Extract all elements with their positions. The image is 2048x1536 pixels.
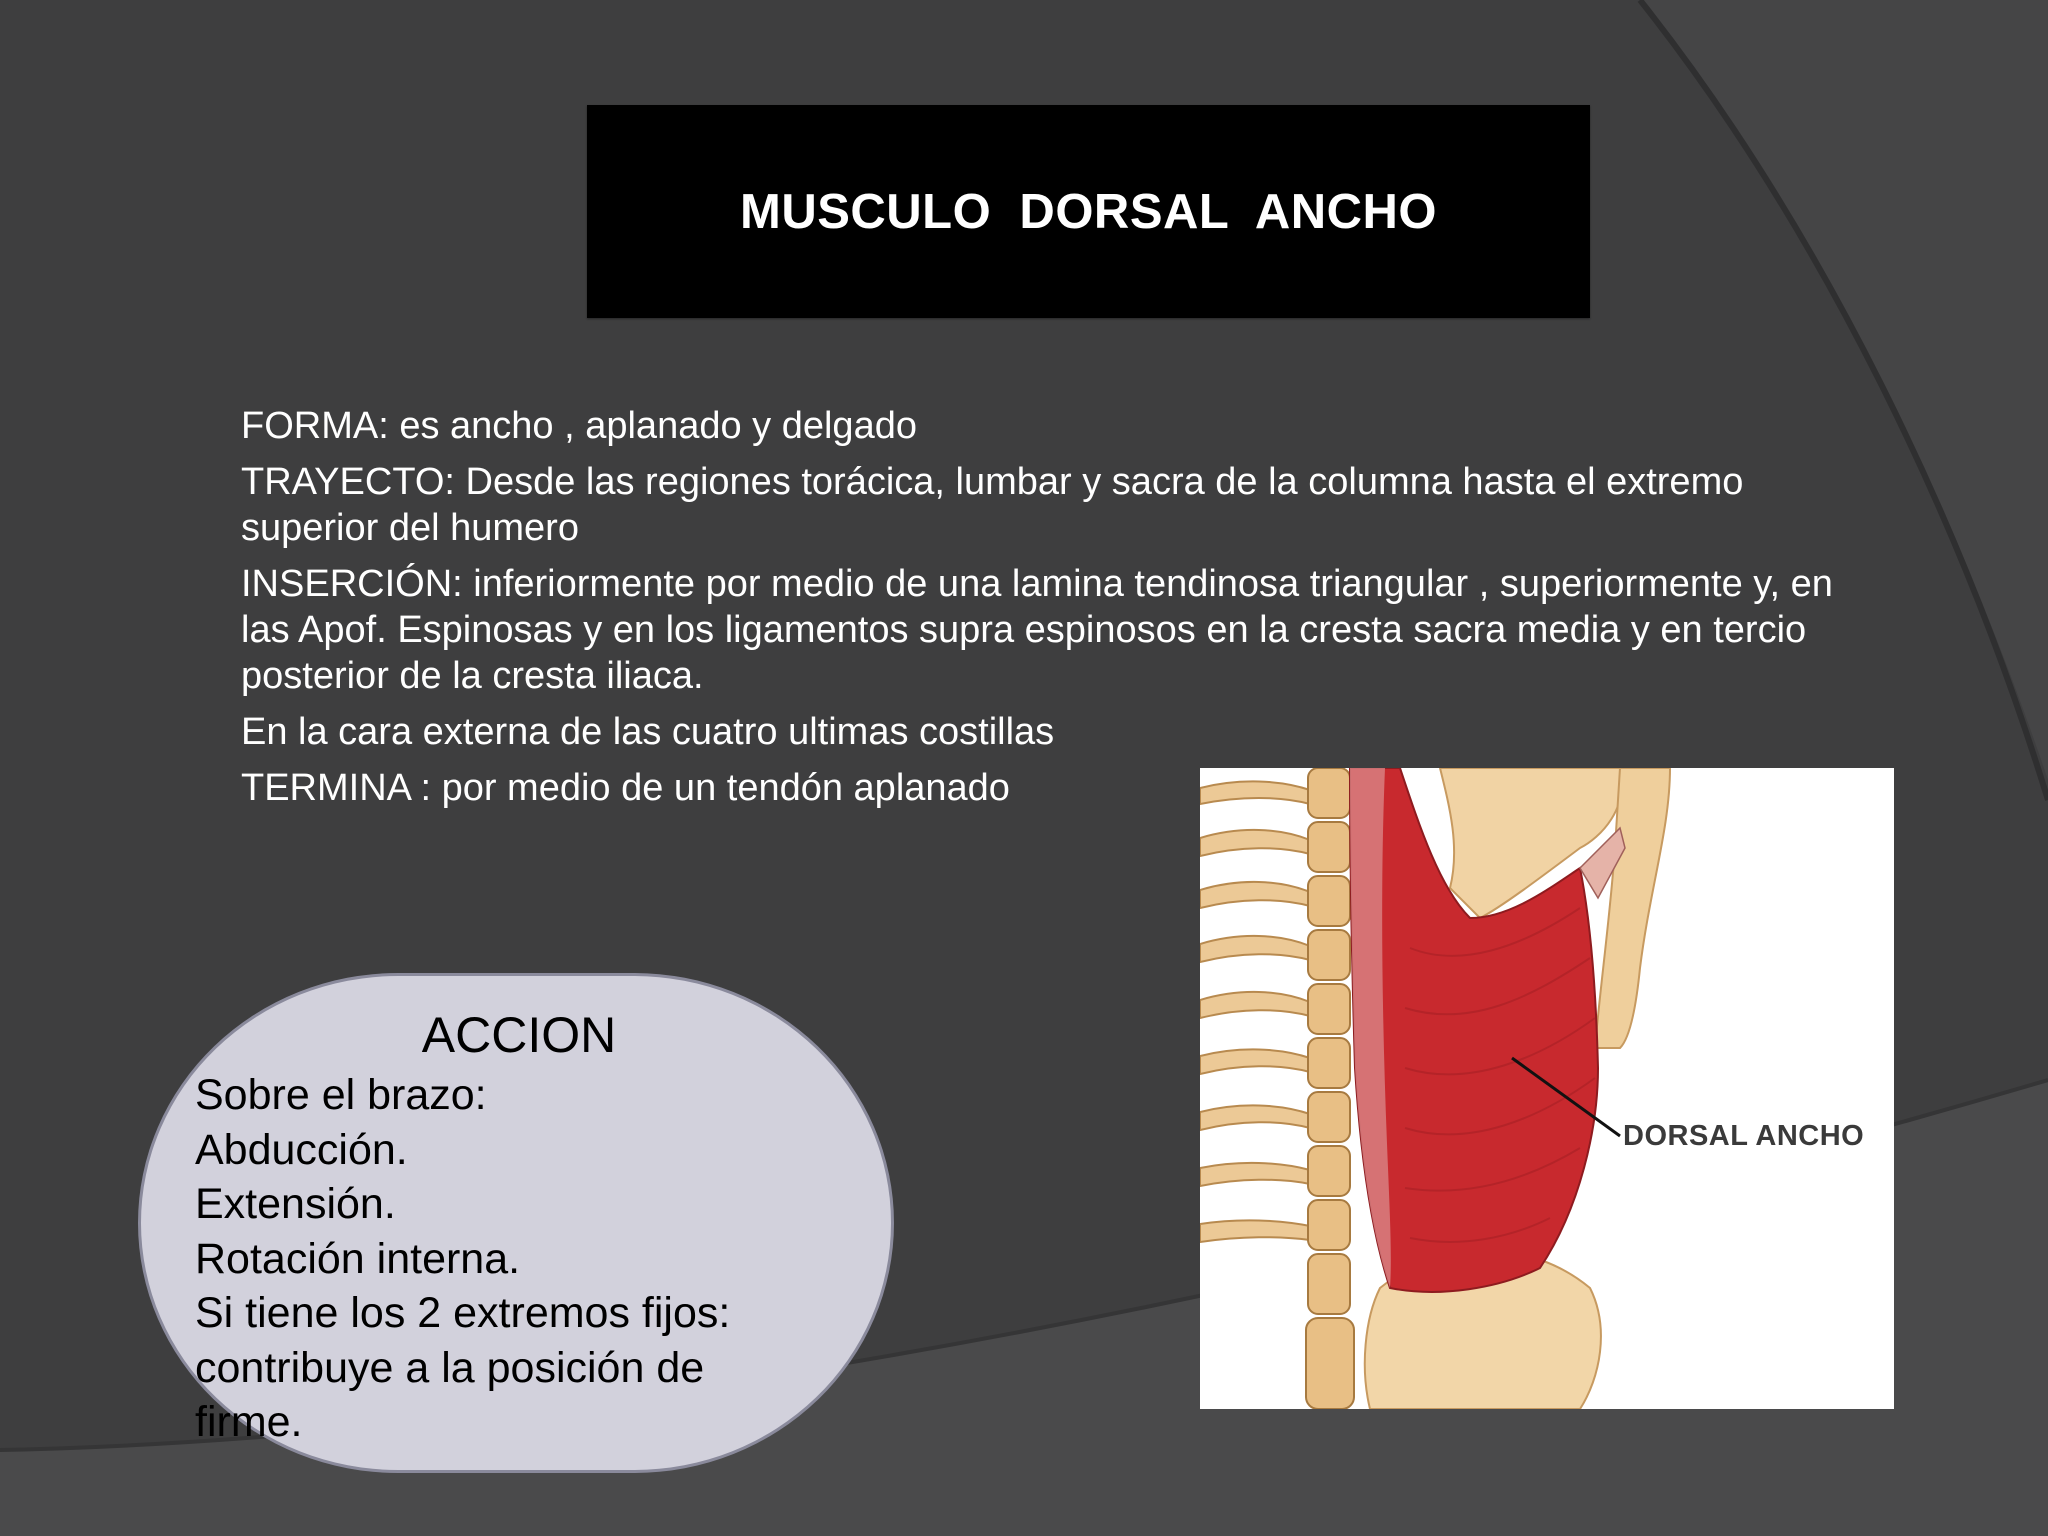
anatomy-drawing xyxy=(1200,768,1894,1409)
accion-line: Abducción. xyxy=(195,1125,408,1174)
accion-title: ACCION xyxy=(421,1007,617,1063)
paragraph-termina: TERMINA : por medio de un tendón aplanado xyxy=(241,767,1010,809)
figure-label: DORSAL ANCHO xyxy=(1623,1120,1865,1152)
paragraph-cara-externa: En la cara externa de las cuatro ultimas costillas xyxy=(241,711,1055,753)
accion-line: Sobre el brazo: xyxy=(195,1071,487,1119)
paragraph-trayecto: TRAYECTO: Desde las regiones torácica, lumbar y sacra de la columna hasta el extremo superior del humero xyxy=(241,461,1744,549)
title-box xyxy=(587,105,1590,318)
paragraph-insercion: INSERCIÓN: inferiormente por medio de una lamina tendinosa triangular , superiormente y, en las Apof. Espinosas y en los ligamentos supra espinosos en la cresta sacra media y en tercio posterior de la cresta iliaca. xyxy=(241,563,1833,697)
accion-line: Extensión. xyxy=(195,1180,396,1228)
accion-line: Si tiene los 2 extremos fijos: xyxy=(195,1289,731,1337)
accion-list xyxy=(195,1068,730,1450)
accion-line: firme. xyxy=(195,1398,303,1446)
accion-callout xyxy=(138,973,894,1473)
accion-line: Rotación interna. xyxy=(195,1234,521,1283)
accion-line: contribuye a la posición de xyxy=(195,1343,705,1392)
slide-title: MUSCULO DORSAL ANCHO xyxy=(740,184,1437,239)
anatomy-illustration xyxy=(1200,768,1894,1409)
paragraph-forma: FORMA: es ancho , aplanado y delgado xyxy=(241,405,917,447)
description-text xyxy=(241,403,1841,821)
